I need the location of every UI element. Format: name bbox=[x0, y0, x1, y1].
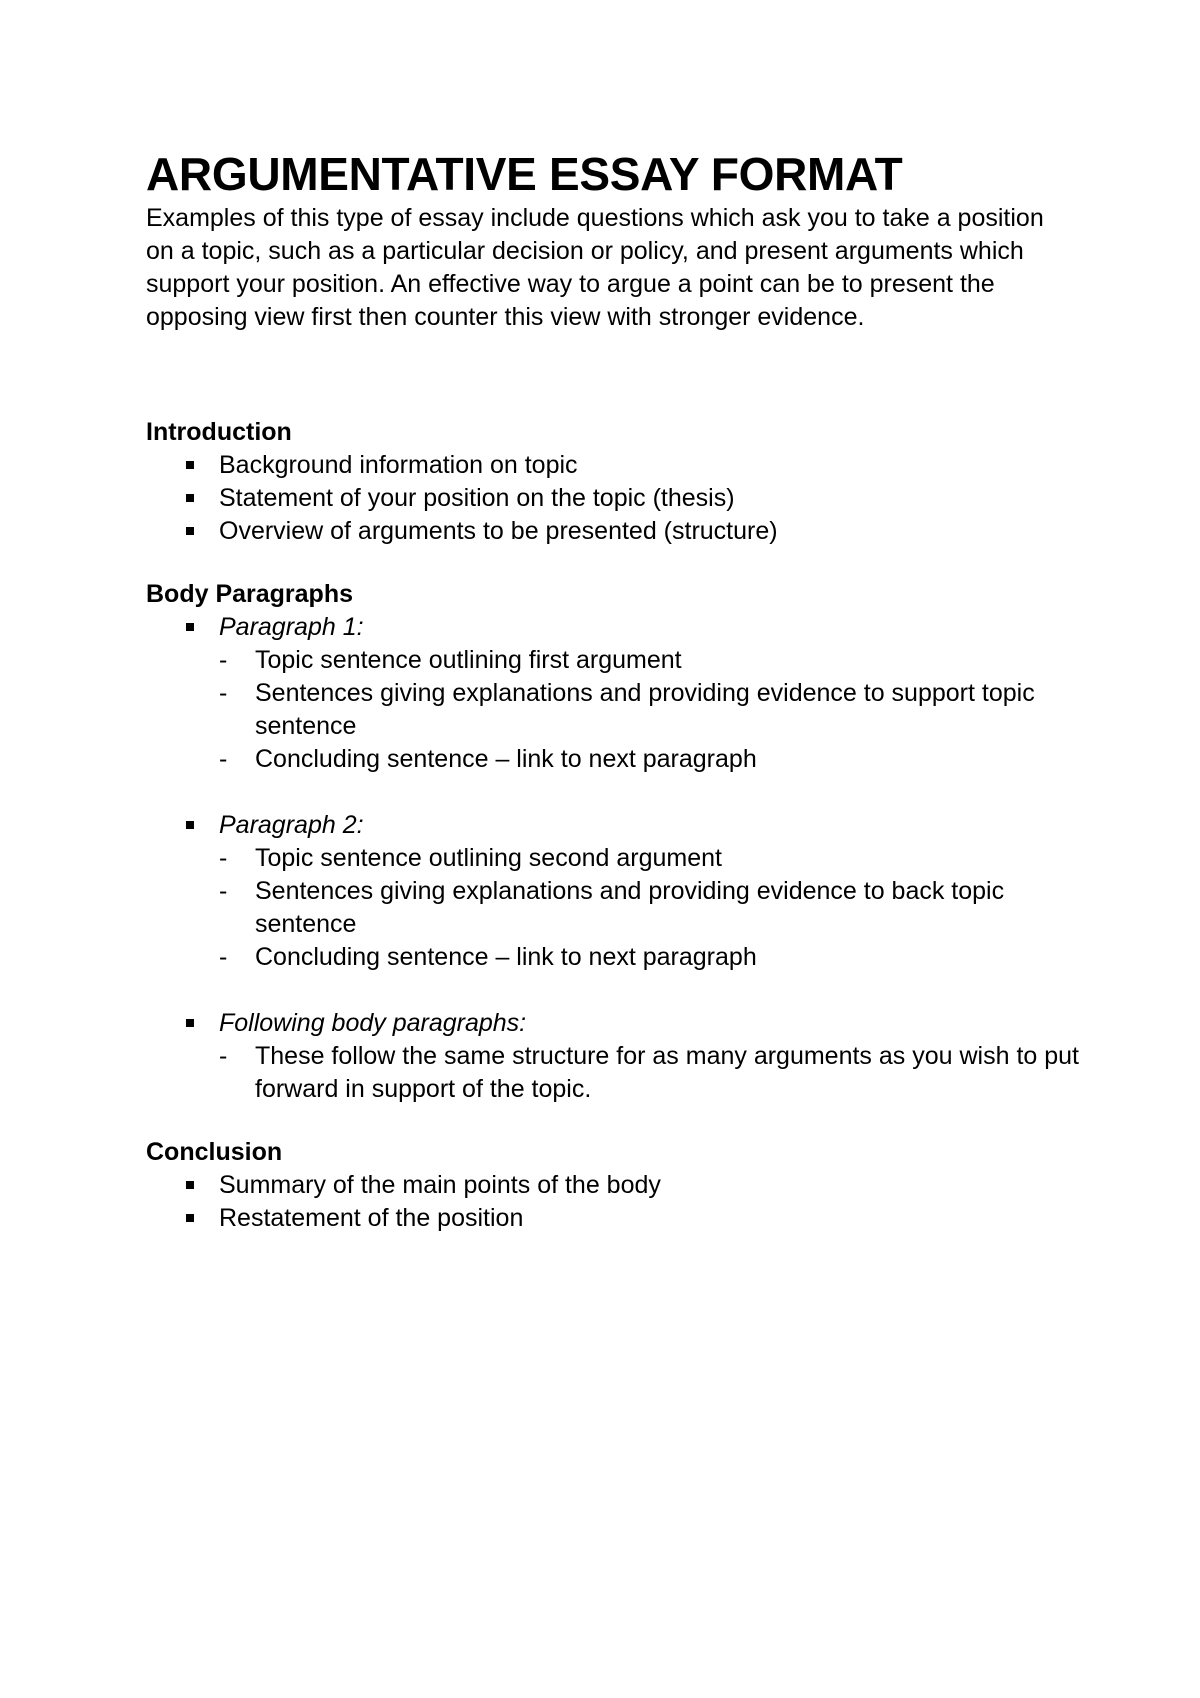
dash-marker: - bbox=[219, 877, 228, 905]
square-bullet-icon bbox=[186, 527, 194, 535]
list-item bbox=[146, 1169, 1086, 1202]
list-item bbox=[146, 515, 1086, 548]
list-item-text: Restatement of the position bbox=[219, 1204, 524, 1232]
square-bullet-icon bbox=[186, 623, 194, 631]
introduction-list bbox=[146, 449, 1086, 548]
list-item-text: Summary of the main points of the body bbox=[219, 1171, 661, 1199]
dash-item bbox=[219, 1040, 1086, 1106]
intro-paragraph: Examples of this type of essay include questions which ask you to take a position on a topic, such as a particular decision or policy, and present arguments which support your position. An effective way to argue a point can be to present the opposing view first then counter this view with stronger evidence. bbox=[146, 204, 1044, 331]
list-item bbox=[146, 482, 1086, 515]
following-paragraphs-item bbox=[146, 1007, 1086, 1106]
document-page bbox=[146, 148, 1086, 1235]
following-paragraphs-points bbox=[219, 1040, 1086, 1106]
dash-item-text: Concluding sentence – link to next paragraph bbox=[255, 745, 757, 773]
conclusion-heading: Conclusion bbox=[146, 1138, 283, 1166]
square-bullet-icon bbox=[186, 494, 194, 502]
dash-marker: - bbox=[219, 679, 228, 707]
dash-item-text: Concluding sentence – link to next paragraph bbox=[255, 943, 757, 971]
list-item bbox=[146, 449, 1086, 482]
dash-marker: - bbox=[219, 1042, 228, 1070]
dash-marker: - bbox=[219, 943, 228, 971]
dash-item-text: These follow the same structure for as many arguments as you wish to put forward in support of the topic. bbox=[255, 1042, 1079, 1103]
dash-item bbox=[219, 743, 1086, 776]
square-bullet-icon bbox=[186, 1181, 194, 1189]
body-paragraphs-heading: Body Paragraphs bbox=[146, 580, 354, 608]
dash-marker: - bbox=[219, 844, 228, 872]
dash-item bbox=[219, 677, 1086, 743]
dash-marker: - bbox=[219, 745, 228, 773]
document-title: ARGUMENTATIVE ESSAY FORMAT bbox=[146, 148, 903, 200]
dash-item-text: Sentences giving explanations and providing evidence to support topic sentence bbox=[255, 679, 1035, 740]
paragraph-2-item bbox=[146, 809, 1086, 974]
dash-item bbox=[219, 941, 1086, 974]
list-item-text: Statement of your position on the topic (thesis) bbox=[219, 484, 735, 512]
square-bullet-icon bbox=[186, 461, 194, 469]
dash-marker: - bbox=[219, 646, 228, 674]
paragraph-label: Paragraph 2: bbox=[219, 811, 364, 839]
paragraph-label: Following body paragraphs: bbox=[219, 1009, 527, 1037]
square-bullet-icon bbox=[186, 1214, 194, 1222]
paragraph-1-item bbox=[146, 611, 1086, 776]
conclusion-list bbox=[146, 1169, 1086, 1235]
list-item bbox=[146, 1202, 1086, 1235]
paragraph-label: Paragraph 1: bbox=[219, 613, 364, 641]
square-bullet-icon bbox=[186, 1019, 194, 1027]
paragraph-1-points bbox=[219, 644, 1086, 776]
list-item-text: Overview of arguments to be presented (structure) bbox=[219, 517, 778, 545]
square-bullet-icon bbox=[186, 821, 194, 829]
dash-item bbox=[219, 875, 1086, 941]
dash-item bbox=[219, 644, 1086, 677]
introduction-heading: Introduction bbox=[146, 418, 292, 446]
list-item-text: Background information on topic bbox=[219, 451, 578, 479]
paragraph-2-points bbox=[219, 842, 1086, 974]
dash-item bbox=[219, 842, 1086, 875]
dash-item-text: Topic sentence outlining second argument bbox=[255, 844, 722, 872]
dash-item-text: Topic sentence outlining first argument bbox=[255, 646, 682, 674]
body-paragraphs-list bbox=[146, 611, 1086, 1106]
dash-item-text: Sentences giving explanations and providing evidence to back topic sentence bbox=[255, 877, 1005, 938]
